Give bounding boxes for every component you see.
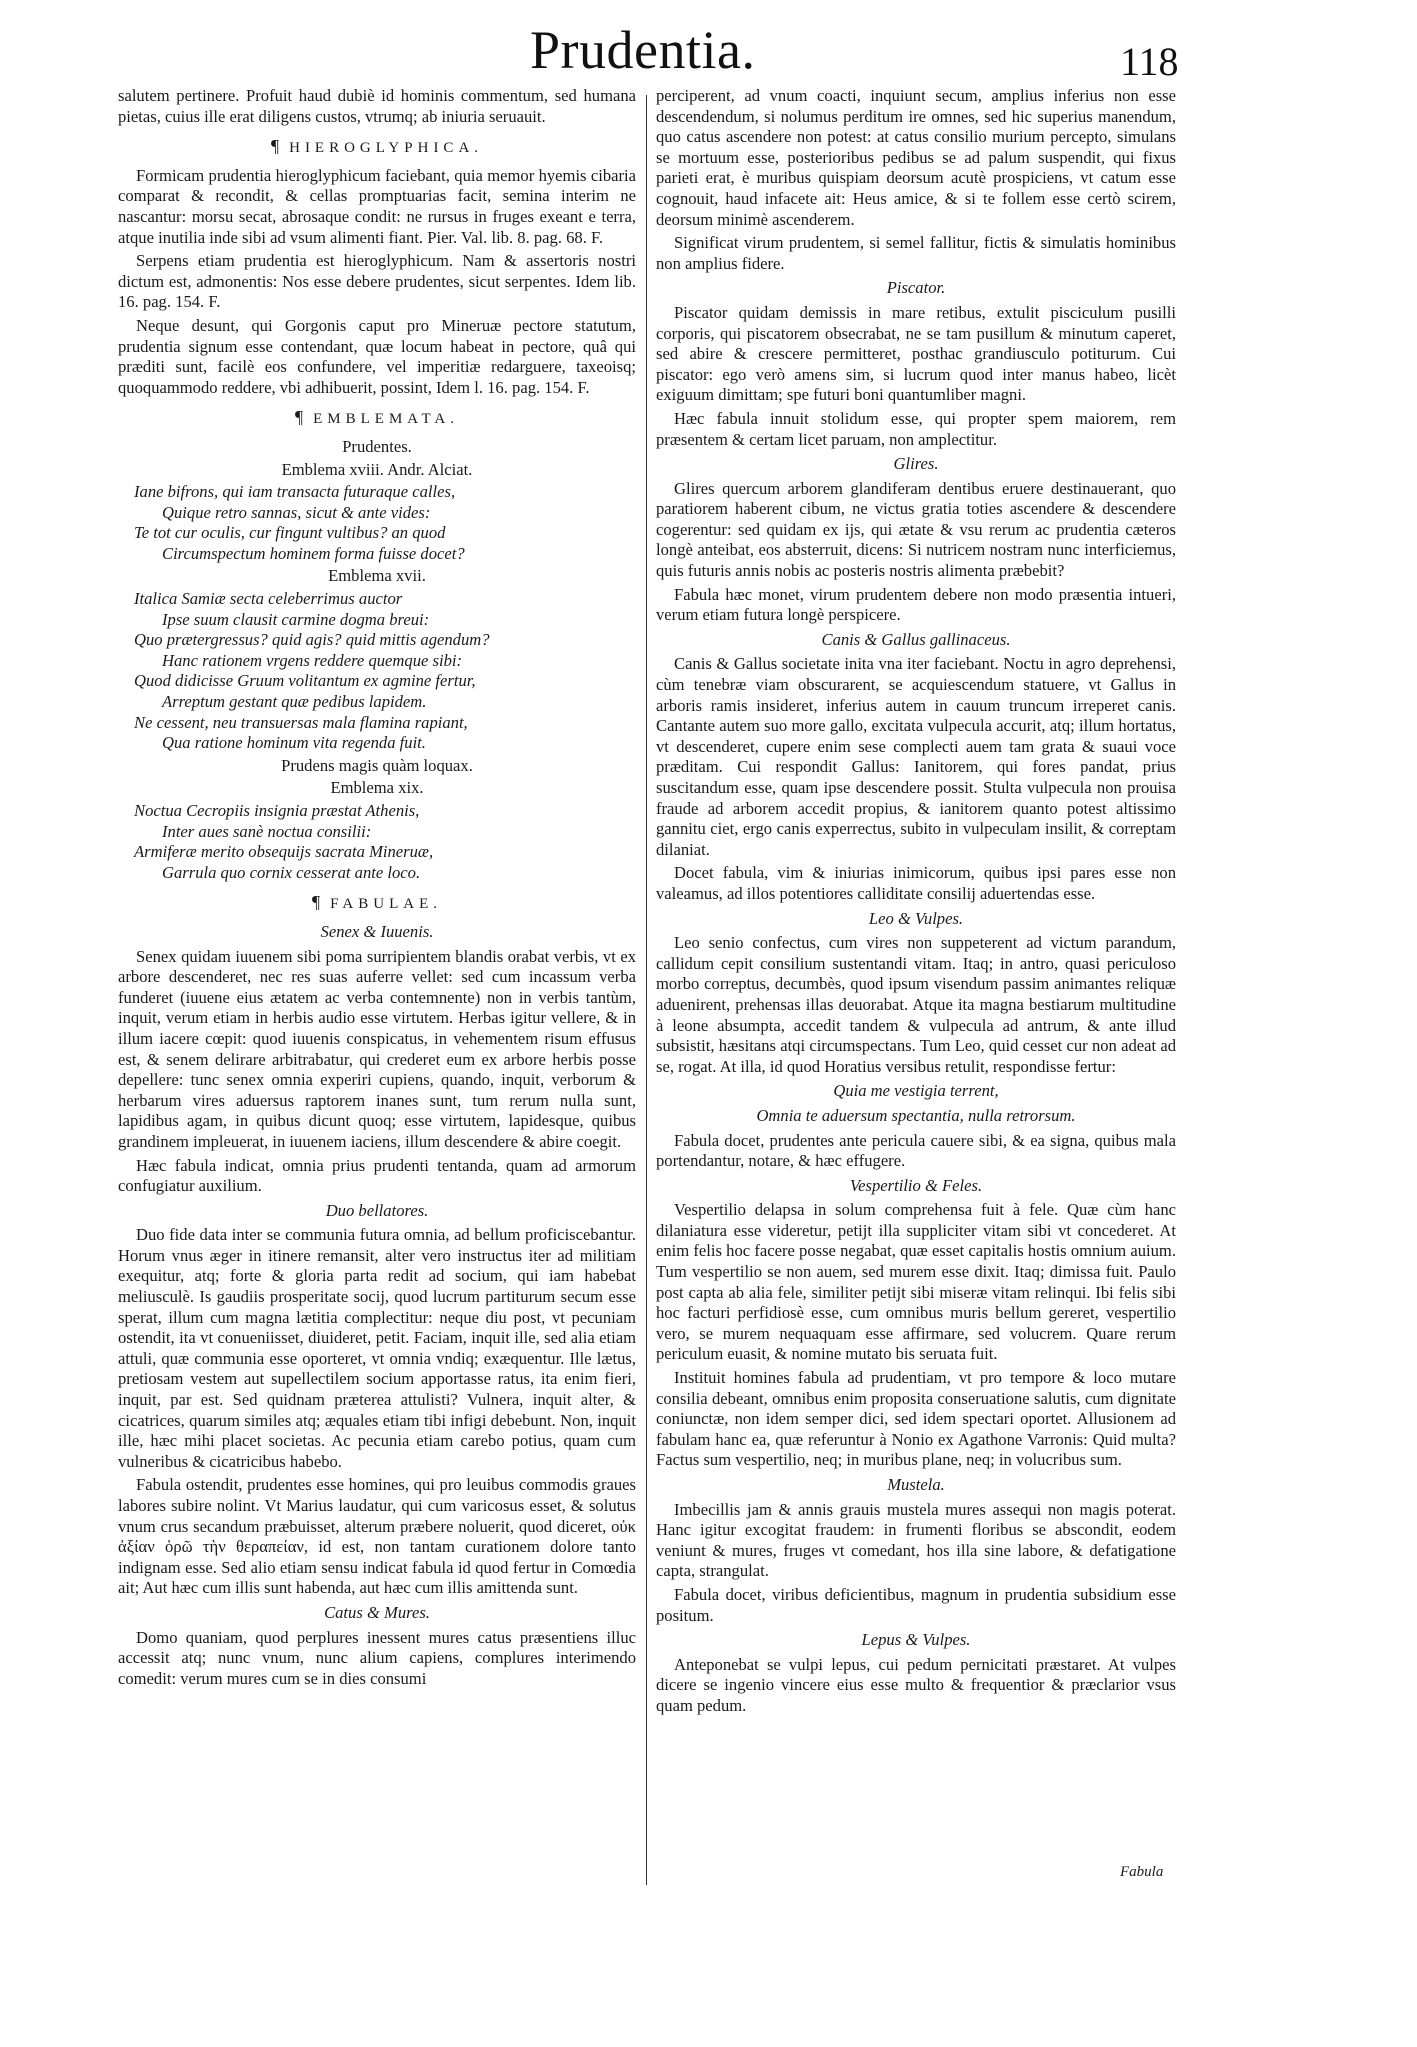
intro-paragraph: salutem pertinere. Profuit haud dubiè id hominis commentum, sed humana pietas, cuius ille erat diligens custos, vtrumq; ab iniuria seruauit. — [118, 86, 636, 126]
fable-title: Vespertilio & Feles. — [849, 1175, 983, 1195]
fable-text: Anteponebat se vulpi lepus, cui pedum pernicitati præstaret. At vulpes dicere se ingenio vincere eius esse multo & frequentior & præclarior vsus quam pedum. — [656, 1654, 1176, 1715]
verse-line: Inter aues sanè noctua consilii: — [162, 821, 372, 841]
page-header — [0, 18, 1417, 88]
fable-moral: Fabula docet, prudentes ante pericula cauere sibi, & ea signa, quibus mala portendantur, notare, & hæc effugere. — [656, 1130, 1176, 1171]
fable-text-continued: perciperent, ad vnum coacti, inquiunt secum, amplius inferius non esse descendendum, si nolumus perditum ire omnes, sed hic superius manendum, quo catus ascendere non potest: at catus consilio murium percepto, simulans se mortuum esse, posterioribus pedibus se ad palum suspendit, qui fixus parieti erat, è muribus quispiam deorsum acutè prospiciens, vt catum esse cognouit, haud infacete ait: Heus amice, & si te follem esse certò scirem, deorsum minimè ascenderem. — [656, 86, 1176, 229]
verse-line: Noctua Cecropiis insignia præstat Athenis, — [134, 801, 420, 820]
verse-line: Quod didicisse Gruum volitantum ex agmine fertur, — [134, 671, 476, 691]
emblem-number: Emblema xix. — [330, 778, 424, 798]
right-column — [656, 86, 1176, 1720]
emblem-number: Emblema xviii. Andr. Alciat. — [281, 459, 473, 479]
fable-moral: Instituit homines fabula ad prudentiam, vt pro tempore & loco mutare consilia debeant, omnibus enim proposita conseruatione salutis, cum dignitate coniunctæ, non idem semper dici, sed idem spectari oportet. Allusionem ad fabulam hanc ea, quæ referuntur à Nonio ex Agathone Varronis: Quid multa? Factus sum vespertilio, neq; in muribus plane, neq; in volucribus sum. — [656, 1368, 1176, 1470]
fable-text: Piscator quidam demissis in mare retibus, extulit pisciculum pusilli corporis, qui piscatorem obsecrabat, ne se tam pusillum & minutum caperet, sed abire & crescere permitteret, posthac grandiusculo potiturum. Cui piscator: ego verò amens sim, si lucrum quod inter manus habeo, licèt exiguum dimittam; spe futuri boni quantumliber magni. — [656, 302, 1176, 405]
emblem-verse — [134, 482, 636, 564]
fable-title: Leo & Vulpes. — [868, 908, 964, 928]
verse-line: Hanc rationem vrgens reddere quemque sibi: — [162, 650, 462, 670]
fable-text: Vespertilio delapsa in solum comprehensa fuit à fele. Quæ cùm hanc dilaniatura esse videretur, petijt illa suppliciter vitam sibi vt concederet. At enim felis hoc facere posse negabat, quæ esset capitalis hostis omnium auium. Tum vespertilio se non auem, sed murem esse dixit. Itaq; dimissa fuit. Paulo post capta ab alia fele, similiter petijt sibi miseræ vitam relinqui. Ibi felis sibi hoc facturi perfidiosè esse, cum omnibus muris bellum gereret, vespertilio vero, se murem nequaquam esse affirmare, sed volucrem. Quare rerum periculum euasit, & nomine mutato bis seruata fuit. — [656, 1200, 1176, 1364]
paragraph-serpens: Serpens etiam prudentia est hieroglyphicum. Nam & assertoris nostri dictum est, admonentis: Nos esse debere prudentes, sicut serpentes. Idem lib. 16. pag. 154. F. — [118, 251, 636, 312]
fable-text: Imbecillis jam & annis grauis mustela mures assequi non magis poterat. Hanc igitur excogitat fraudem: in frumenti floribus se abscondit, eodem veniunt & mures, fruges vt comedant, hos illa sine labore, & defatigatione capta, strangulat. — [656, 1499, 1176, 1581]
paragraph-gorgon: Neque desunt, qui Gorgonis caput pro Mineruæ pectore statutum, prudentia signum esse contendant, quæ locum habeat in pectore, quâ qui præditi sunt, facilè eos confundere, vel imperitiæ redarguere, taxeoisq; quoquammodo reddere, vbi adhibuerit, possint, Idem l. 16. pag. 154. F. — [118, 315, 636, 397]
left-column — [118, 86, 636, 1692]
quoted-verse: Omnia te aduersum spectantia, nulla retrorsum. — [756, 1105, 1076, 1125]
verse-line: Qua ratione hominum vita regenda fuit. — [162, 733, 426, 753]
fable-text: Canis & Gallus societate inita vna iter faciebant. Noctu in agro deprehensi, cùm tenebræ viam obscurarent, se acquiescendum statuere, vt Gallus in arboris ramis insideret, inferius autem in cauum truncum irreperet canis. Cantante autem suo more gallo, excitata vulpecula accurit, atq; illum hortatus, vt descenderet, cupere enim sese complecti auem tam grata & suaui voce præditam. Cui respondit Gallus: Ianitorem, qui fores pandat, prius suscitandum esse, quam ipse descendere possit. Stulta vulpecula non prouisa fraude ad arborem accedit propius, & ianitorem quanto potest altissimo gannitu ciet, ergo canis experrectus, subito in vulpeculam insilit, & correptam dilaniat. — [656, 654, 1176, 859]
fable-title: Senex & Iuuenis. — [320, 921, 434, 941]
fable-moral: Fabula docet, viribus deficientibus, magnum in prudentia subsidium esse positum. — [656, 1584, 1176, 1625]
verse-line: Circumspectum hominem forma fuisse docet? — [162, 543, 465, 563]
fable-moral: Hæc fabula innuit stolidum esse, qui propter spem maiorem, rem præsentem & certam licet paruam, non amplectitur. — [656, 408, 1176, 449]
paragraph-formica: Formicam prudentia hieroglyphicum faciebant, quia memor hyemis cibaria comparat & recondit, & cellas promptuarias facit, semina interim ne nascantur: morsu secat, abrosaque condit: ne rursus in fruges exeant e terra, atque inutilia inde sibi ad vsum alimenti fiant. Pier. Val. lib. 8. pag. 68. F. — [118, 165, 636, 247]
verse-line: Arreptum gestant quæ pedibus lapidem. — [162, 692, 427, 712]
fable-title: Piscator. — [886, 278, 946, 298]
emblem-title: Prudens magis quàm loquax. — [281, 755, 473, 775]
emblem-number: Emblema xvii. — [328, 566, 426, 586]
emblem-verse — [134, 801, 636, 883]
section-heading-hieroglyphica: ¶ HIEROGLYPHICA. — [270, 136, 484, 157]
verse-line: Quique retro sannas, sicut & ante vides: — [162, 502, 431, 522]
emblem-verse — [134, 589, 636, 754]
verse-line: Armiferæ merito obsequijs sacrata Mineruæ, — [134, 842, 434, 862]
fable-title: Glires. — [893, 454, 939, 474]
fable-title: Duo bellatores. — [325, 1200, 429, 1220]
section-heading-fabulae: ¶ FABULAE. — [312, 892, 442, 913]
fable-title: Lepus & Vulpes. — [861, 1630, 971, 1650]
verse-line: Ne cessent, neu transuersas mala flamina rapiant, — [134, 712, 468, 732]
fable-text: Senex quidam iuuenem sibi poma surripientem blandis orabat verbis, vt ex arbore descenderet, nec res suas auferre vellet: sed cum incassum verba funderet (iuuene eius ætatem ac verba contemnente) non in verbis tantùm, inquit, verum etiam in herbis audio esse virtutem. Herbas igitur vellere, & in illum iacere cœpit: quod iuuenis conspicatus, in vehementem risum effusus est, & senem delirare arbitrabatur, qui crederet eum ex arbore herbis posse depellere: tunc senex omnia experiri cupiens, quando, inquit, verborum & herbarum vires aduersus raptorem inanes sunt, tum rerum nulla sunt, lapidibus agam, in quibus dicunt quoq; esse virtutem, lapidesque, quibus grandinem impleuerat, in iuuenem iaciens, illum descendere & abire coegit. — [118, 946, 636, 1151]
page-number: 118 — [1120, 39, 1179, 84]
fable-moral: Significat virum prudentem, si semel fallitur, fictis & simulatis hominibus non amplius fidere. — [656, 233, 1176, 273]
fable-moral: Hæc fabula indicat, omnia prius prudenti tentanda, quam ad armorum confugiatur auxilium. — [118, 1155, 636, 1196]
fable-title: Mustela. — [887, 1475, 945, 1494]
verse-line: Garrula quo cornix cesserat ante loco. — [162, 862, 421, 882]
fable-moral: Fabula ostendit, prudentes esse homines, qui pro leuibus commodis graues labores subire nolint. Vt Marius laudatur, qui cum varicosus esset, & solutus vnum crus secandum præbuisset, alterum præbere noluerit, quod diceret, οὐκ ἀξίαν ὁρῶ τὴν θεραπείαν, id est, non tantam curationem dolore tanto indignam esse. Sed alio etiam sensu indicat fabula id quod fertur in Comœdia ait; Aut hæc cum illis sunt habenda, aut hæc cum illis amittenda sunt. — [118, 1475, 636, 1598]
fable-moral: Fabula hæc monet, virum prudentem debere non modo præsentia intueri, verum etiam futura longè perspicere. — [656, 584, 1176, 625]
fable-moral: Docet fabula, vim & iniurias inimicorum, quibus ipsi pares esse non valeamus, ad illos potentiores calliditate consilij aduertendas esse. — [656, 863, 1176, 903]
verse-line: Ipse suum clausit carmine dogma breui: — [162, 609, 430, 629]
fable-title: Catus & Mures. — [324, 1602, 430, 1622]
verse-line: Iane bifrons, qui iam transacta futuraque calles, — [134, 482, 456, 502]
verse-line: Quo prætergressus? quid agis? quid mittis agendum? — [134, 630, 490, 650]
fable-text: Leo senio confectus, cum vires non suppeterent ad victum parandum, callidum cepit consilium sustentandi vitam. Itaq; in antro, quasi periculoso morbo correptus, decumbès, quod ipsum visendum passim animantes reliquæ aduenirent, prehensas illas deuorabat. Atque ita magna bestiarum multitudine à leone absumpta, accedit tandem & vulpecula ad antrum, & ante illud subsistit, hæsitans atqi circumspectans. Tum Leo, quid cesset cur non adeat ad se, rogat. At illa, id quod Horatius versibus retulit, respondisse fertur: — [656, 933, 1176, 1076]
column-rule — [646, 95, 647, 1885]
fable-title: Canis & Gallus gallinaceus. — [821, 629, 1011, 649]
pilcrow-icon: ¶ — [312, 892, 321, 913]
catchword: Fabula — [1120, 1864, 1164, 1880]
verse-line: Te tot cur oculis, cur fingunt vultibus? an quod — [134, 523, 446, 543]
running-title: Prudentia. — [530, 20, 756, 80]
emblem-title: Prudentes. — [342, 436, 412, 456]
fable-text: Domo quaniam, quod perplures inessent mures catus præsentiens illuc accessit atq; nunc vnum, nunc alium capiens, complures interimendo comedit: verum mures cum se in dies consumi — [118, 1627, 636, 1688]
fable-text: Duo fide data inter se communia futura omnia, ad bellum proficiscebantur. Horum vnus æger in itinere remansit, alter vero instructus iter ad militiam exequitur, atq; forte & gloria parta redit ad socium, qui iam habebat meliusculè. Is gaudiis prosperitate socij, quod lucrum partiturum secum esse sperat, illum cum magna lætitia complectitur: neque diu post, vt pecuniam ostendit, ita vt conueniisset, diuideret, petit. Faciam, inquit ille, sed alia etiam attuli, quæ communia esse oporteret, vt omnia vndiq; exæquentur. Ille lætus, pretiosam vestem aut supellectilem socium apportasse ratus, ita enim fieri, inquit, par est. Sed quidnam præterea attulisti? Vulnera, inquit alter, & cicatrices, quarum similes atq; æquales etiam tibi infigi debebunt. Non, inquit ille, hæc mihi placet societas. Ac pecunia etiam carebo potius, quam cum vulneribus & cicatricibus habebo. — [118, 1225, 636, 1471]
pilcrow-icon: ¶ — [294, 407, 304, 428]
pilcrow-icon: ¶ — [270, 136, 280, 157]
fable-text: Glires quercum arborem glandiferam dentibus eruere destinauerant, quo paratiorem haberent cibum, ne victus gratia toties ascendere & descendere cogerentur: sed quidam ex ijs, qui ætate & vsu rerum ac prudentia cæteros longè anteibat, eos absterruit, dicens: Si nutricem nostram nunc interficiemus, quis futuris annis nobis ac posteris nostris alimenta præbebit? — [656, 478, 1176, 581]
verse-line: Italica Samiæ secta celeberrimus auctor — [134, 589, 403, 609]
section-heading-emblemata: ¶ EMBLEMATA. — [294, 407, 460, 428]
quoted-verse: Quia me vestigia terrent, — [833, 1081, 999, 1101]
